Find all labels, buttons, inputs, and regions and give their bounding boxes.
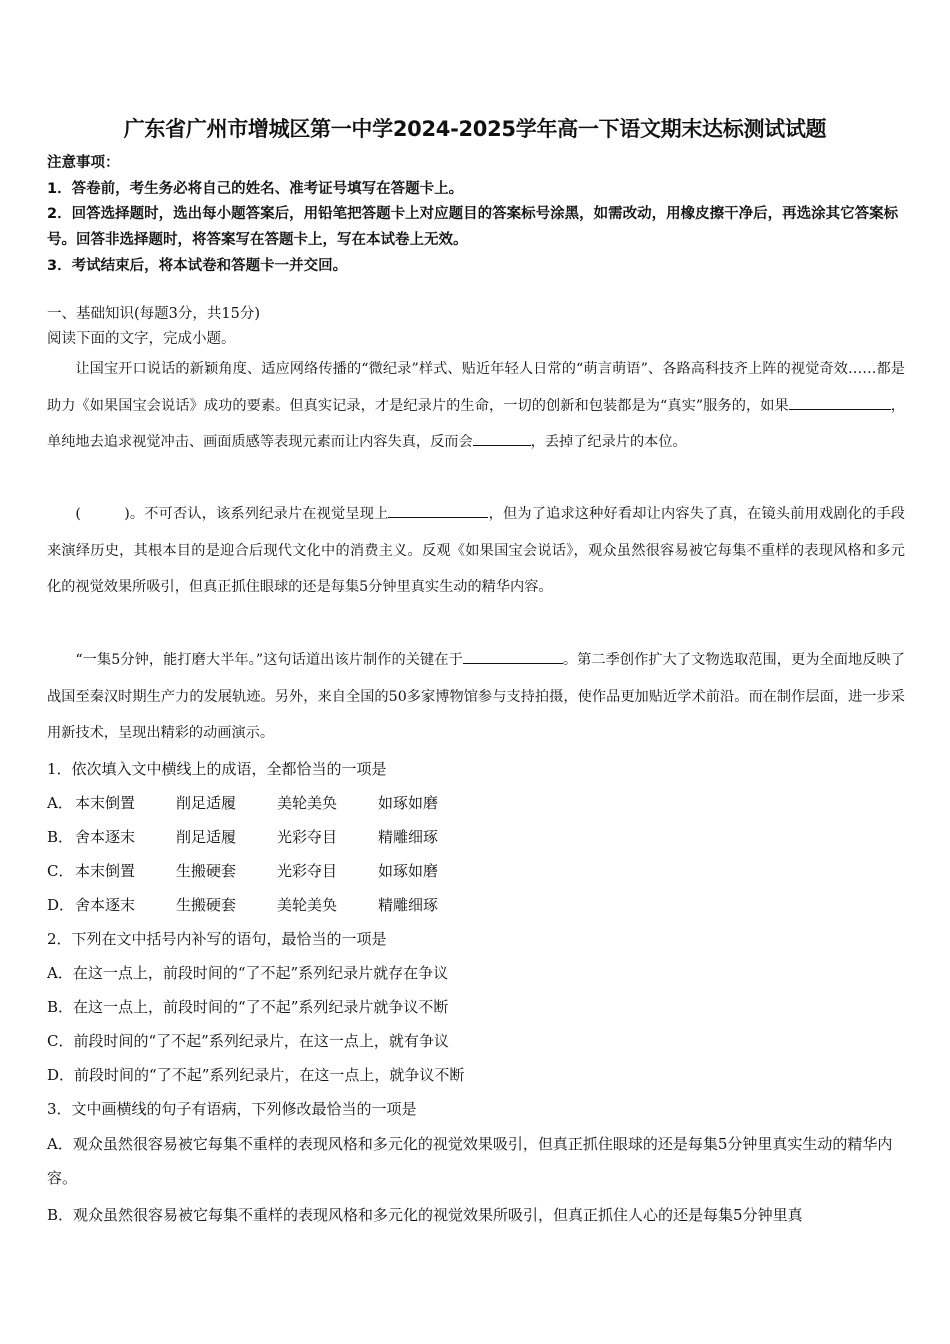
passage-text: ，丢掉了纪录片的本位。 [530, 434, 687, 450]
notice-item: 2．回答选择题时，选出每小题答案后，用铅笔把答题卡上对应题目的答案标号涂黑，如需改动，用橡皮擦干净后，再选涂其它答案标号。回答非选择题时，将答案写在答题卡上，写在本试卷上无效。 [47, 206, 899, 248]
passage-paragraph-2 [47, 496, 905, 606]
option-letter: C． [47, 862, 74, 880]
section-instruction: 阅读下面的文字，完成小题。 [47, 331, 236, 347]
option-word: 美轮美奂 [277, 896, 338, 914]
option-word: 如琢如磨 [378, 794, 439, 812]
option-word: 本末倒置 [75, 794, 136, 812]
answer-option[interactable] [47, 861, 907, 881]
question-stem: 1．依次填入文中横线上的成语，全都恰当的一项是 [47, 760, 387, 778]
option-word: 美轮美奂 [277, 794, 338, 812]
passage-text: ，但为了追求这种好看却让内容失了真，在镜头前用戏剧化的手段来演绎历史，其根本目的是迎合后现代文化中的消费主义。反观《如果国宝会说话》，观众虽然很容易被它每集不重样的表现风格和多元化的视觉效果所吸引，但真正抓住眼球的还是每集5分钟里真实生动的精华内容。 [47, 506, 905, 595]
answer-option[interactable]: C．前段时间的“了不起”系列纪录片，在这一点上，就有争议 [47, 1032, 449, 1050]
answer-option[interactable] [47, 793, 907, 813]
passage-text: ( )。不可否认，该系列纪录片在视觉呈现上 [75, 506, 389, 522]
passage-paragraph-3 [47, 642, 905, 752]
option-word: 生搬硬套 [176, 896, 237, 914]
notice-heading: 注意事项： [47, 155, 120, 171]
passage-text: 。第二季创作扩大了文物选取范围，更为全面地反映了战国至秦汉时期生产力的发展轨迹。另外，来自全国的50多家博物馆参与支持拍摄，使作品更加贴近学术前沿。而在制作层面，进一步采用新技术，呈现出精彩的动画演示。 [47, 652, 905, 741]
answer-option[interactable]: A．在这一点上，前段时间的“了不起”系列纪录片就存在争议 [47, 964, 449, 982]
answer-option[interactable]: A．观众虽然很容易被它每集不重样的表现风格和多元化的视觉效果吸引，但真正抓住眼球的还是每集5分钟里真实生动的精华内容。 [47, 1135, 893, 1187]
option-word: 削足适履 [176, 828, 237, 846]
option-word: 本末倒置 [75, 862, 136, 880]
answer-option[interactable] [47, 827, 907, 847]
option-word: 削足适履 [176, 794, 237, 812]
answer-option[interactable]: B．在这一点上，前段时间的“了不起”系列纪录片就争议不断 [47, 998, 449, 1016]
passage-paragraph-1 [47, 351, 905, 461]
answer-option[interactable]: D．前段时间的“了不起”系列纪录片，在这一点上，就争议不断 [47, 1066, 465, 1084]
option-letter: D． [47, 896, 75, 914]
option-word: 精雕细琢 [378, 828, 439, 846]
answer-option[interactable]: B．观众虽然很容易被它每集不重样的表现风格和多元化的视觉效果所吸引，但真正抓住人心的还是每集5分钟里真 [47, 1206, 803, 1224]
option-word: 舍本逐末 [75, 828, 136, 846]
passage-text: ，单纯地去追求视觉冲击、画面质感等表现元素而让内容失真，反而会 [47, 397, 905, 450]
option-word: 如琢如磨 [378, 862, 439, 880]
answer-option[interactable] [47, 895, 907, 915]
question-stem: 3．文中画横线的句子有语病，下列修改最恰当的一项是 [47, 1100, 417, 1118]
option-word: 生搬硬套 [176, 862, 237, 880]
notice-item: 1．答卷前，考生务必将自己的姓名、准考证号填写在答题卡上。 [47, 181, 464, 197]
fill-blank-line [388, 503, 488, 518]
option-word: 精雕细琢 [378, 896, 439, 914]
fill-blank-line [789, 395, 891, 410]
page-title: 广东省广州市增城区第一中学2024-2025学年高一下语文期末达标测试试题 [123, 117, 827, 141]
notice-item: 3．考试结束后，将本试卷和答题卡一并交回。 [47, 258, 348, 274]
option-letter: B． [47, 828, 74, 846]
section-heading: 一、基础知识(每题3分，共15分) [47, 306, 260, 322]
option-word: 光彩夺目 [277, 862, 338, 880]
question-stem: 2．下列在文中括号内补写的语句，最恰当的一项是 [47, 930, 387, 948]
option-word: 舍本逐末 [75, 896, 136, 914]
option-letter: A． [47, 794, 73, 812]
fill-blank-line [473, 431, 531, 446]
passage-text: “一集5分钟，能打磨大半年。”这句话道出该片制作的关键在于 [75, 652, 463, 668]
fill-blank-line [463, 649, 563, 664]
option-word: 光彩夺目 [277, 828, 338, 846]
passage-text: 让国宝开口说话的新颖角度、适应网络传播的“微纪录”样式、贴近年轻人日常的“萌言萌语”、各路高科技齐上阵的视觉奇效……都是助力《如果国宝会说话》成功的要素。但真实记录，才是纪录片的生命，一切的创新和包装都是为“真实”服务的，如果 [47, 361, 905, 414]
